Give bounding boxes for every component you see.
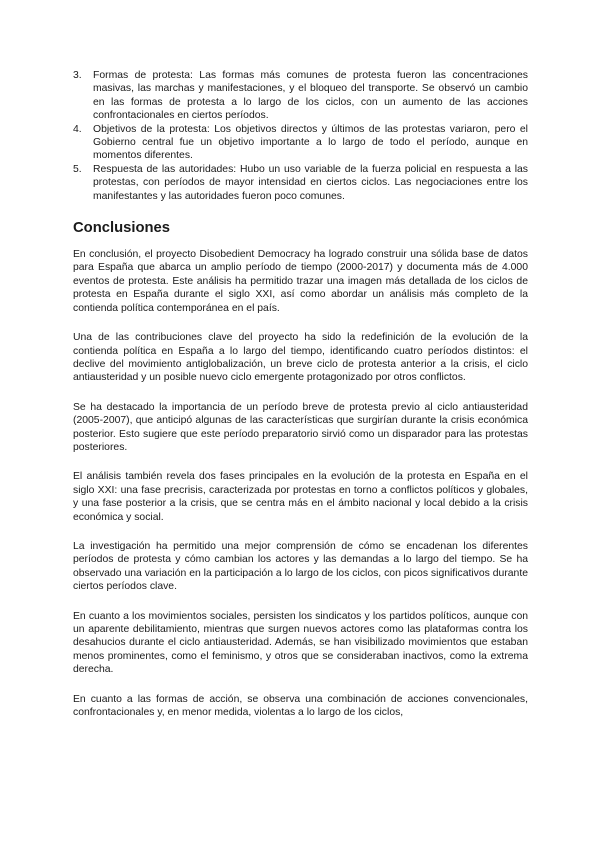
paragraph: Se ha destacado la importancia de un período breve de protesta previo al ciclo antiausteridad (2005-2007), que anticipó algunas de las características que surgirían durante la crisis económica posterior. Esto sugiere que este período preparatorio sirvió como un disparador para las protestas posteriores. bbox=[73, 401, 528, 453]
list-item-text: Objetivos de la protesta: Los objetivos directos y últimos de las protestas variaron, pero el Gobierno central fue un objetivo importante a lo largo de todo el período, aunque en momentos diferentes. bbox=[93, 123, 528, 162]
paragraph: En cuanto a las formas de acción, se observa una combinación de acciones convencionales, confrontacionales y, en menor medida, violentas a lo largo de los ciclos, bbox=[73, 693, 528, 719]
list-item bbox=[73, 123, 528, 163]
list-item bbox=[73, 69, 528, 123]
list-item-number: 3. bbox=[73, 70, 82, 81]
list-item-text: Formas de protesta: Las formas más comunes de protesta fueron las concentraciones masivas, las marchas y manifestaciones, y el bloqueo del transporte. Se observó un cambio en las formas de protesta a lo largo de los ciclos, con un aumento de las acciones confrontacionales en ciertos períodos. bbox=[93, 70, 528, 122]
numbered-list bbox=[73, 69, 528, 203]
paragraph: En conclusión, el proyecto Disobedient Democracy ha logrado construir una sólida base de datos para España que abarca un amplio período de tiempo (2000-2017) y documenta más de 4.000 eventos de protesta. Este análisis ha permitido trazar una imagen más detallada de los ciclos de protesta en España durante el siglo XXI, así como abordar un análisis más completo de la contienda política contemporánea en el país. bbox=[73, 249, 528, 314]
list-item-text: Respuesta de las autoridades: Hubo un uso variable de la fuerza policial en respuesta a las protestas, con períodos de mayor intensidad en ciertos ciclos. Las negociaciones entre los manifestantes y las autoridades fueron poco comunes. bbox=[93, 163, 528, 202]
list-item-number: 5. bbox=[73, 163, 82, 175]
section-heading: Conclusiones bbox=[73, 220, 171, 237]
paragraph: La investigación ha permitido una mejor comprensión de cómo se encadenan los diferentes períodos de protesta y cómo cambian los actores y las demandas a lo largo del tiempo. Se ha observado una variación en la participación a lo largo de los ciclos, con picos significativos durante ciertos períodos clave. bbox=[73, 540, 528, 593]
page-content bbox=[73, 69, 528, 735]
list-item bbox=[73, 163, 528, 203]
paragraph: En cuanto a los movimientos sociales, persisten los sindicatos y los partidos políticos, aunque con un aparente debilitamiento, mientras que surgen nuevos actores como las plataformas contra los desahucios durante el ciclo antiausteridad. Además, se han visibilizado movimientos que estaban menos prominentes, como el feminismo, y otros que se consideraban inactivos, como la extrema derecha. bbox=[73, 610, 528, 676]
paragraph: Una de las contribuciones clave del proyecto ha sido la redefinición de la evolución de la contienda política en España a lo largo del tiempo, identificando cuatro períodos distintos: el declive del movimiento antiglobalización, un breve ciclo de protesta anterior a la crisis, el ciclo antiausteridad y un posible nuevo ciclo emergente protagonizado por otros conflictos. bbox=[73, 332, 528, 384]
list-item-number: 4. bbox=[73, 123, 82, 135]
paragraph: El análisis también revela dos fases principales en la evolución de la protesta en España en el siglo XXI: una fase precrisis, caracterizada por protestas en torno a conflictos políticos y globales, y una fase posterior a la crisis, que se centra más en el ámbito nacional y local debido a la crisis económica y social. bbox=[73, 471, 528, 523]
